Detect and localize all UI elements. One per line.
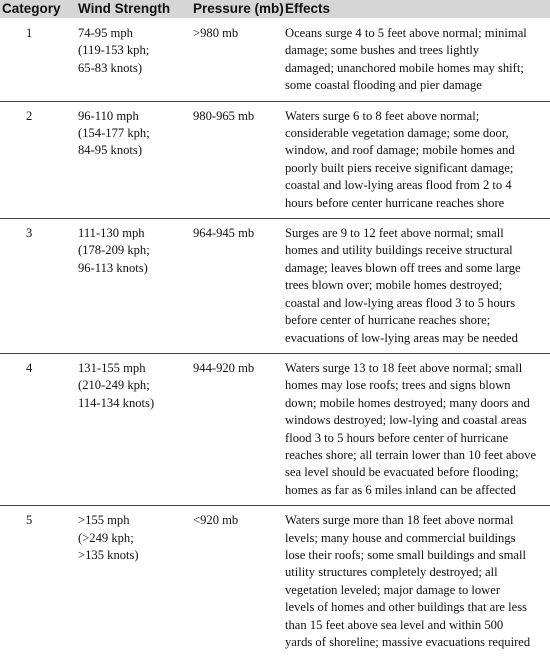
wind-strength-line: (210-249 kph; bbox=[78, 377, 179, 394]
effects-line: Waters surge more than 18 feet above normal bbox=[285, 512, 548, 529]
wind-strength-cell bbox=[76, 101, 181, 218]
effects-cell bbox=[277, 19, 550, 102]
effects-line: yards of shoreline; massive evacuations required bbox=[285, 634, 548, 651]
pressure-cell: >980 mb bbox=[181, 19, 277, 102]
category-cell: 4 bbox=[0, 353, 76, 505]
effects-line: window, and roof damage; mobile homes and bbox=[285, 142, 548, 159]
effects-line: vegetation leveled; major damage to lower bbox=[285, 582, 548, 599]
effects-line: coastal and low-lying areas flood from 2 to 4 bbox=[285, 177, 548, 194]
effects-line: damaged; unanchored mobile homes may shift; bbox=[285, 60, 548, 77]
table-header bbox=[0, 0, 550, 19]
wind-strength-line: (154-177 kph; bbox=[78, 125, 179, 142]
header-category: Category bbox=[0, 0, 76, 19]
effects-line: windows destroyed; low-lying and coastal areas bbox=[285, 412, 548, 429]
table-row bbox=[0, 19, 550, 102]
effects-cell bbox=[277, 353, 550, 505]
effects-line: damage; some bushes and trees lightly bbox=[285, 42, 548, 59]
effects-line: lose their roofs; some small buildings and small bbox=[285, 547, 548, 564]
effects-line: evacuations of low-lying areas may be needed bbox=[285, 330, 548, 347]
pressure-cell: 980-965 mb bbox=[181, 101, 277, 218]
wind-strength-line: >135 knots) bbox=[78, 547, 179, 564]
header-row bbox=[0, 0, 550, 19]
effects-line: levels of homes and other buildings that are less bbox=[285, 599, 548, 616]
category-cell: 5 bbox=[0, 506, 76, 657]
wind-strength-line: 65-83 knots) bbox=[78, 60, 179, 77]
effects-line: poorly built piers receive significant damage; bbox=[285, 160, 548, 177]
effects-line: down; mobile homes destroyed; many doors and bbox=[285, 395, 548, 412]
wind-strength-cell bbox=[76, 219, 181, 354]
effects-line: reaches shore; all terrain lower than 10 feet above bbox=[285, 447, 548, 464]
effects-line: homes as far as 6 miles inland can be affected bbox=[285, 482, 548, 499]
effects-cell bbox=[277, 506, 550, 657]
table-row bbox=[0, 101, 550, 218]
wind-strength-line: 96-110 mph bbox=[78, 108, 179, 125]
effects-line: considerable vegetation damage; some door, bbox=[285, 125, 548, 142]
pressure-cell: 944-920 mb bbox=[181, 353, 277, 505]
effects-cell bbox=[277, 101, 550, 218]
effects-line: homes may lose roofs; trees and signs blown bbox=[285, 377, 548, 394]
wind-strength-line: 74-95 mph bbox=[78, 25, 179, 42]
effects-line: Oceans surge 4 to 5 feet above normal; minimal bbox=[285, 25, 548, 42]
effects-line: homes and utility buildings receive structural bbox=[285, 242, 548, 259]
effects-line: Waters surge 6 to 8 feet above normal; bbox=[285, 108, 548, 125]
header-effects: Effects bbox=[277, 0, 550, 19]
wind-strength-cell bbox=[76, 19, 181, 102]
effects-line: flood 3 to 5 hours before center of hurricane bbox=[285, 430, 548, 447]
wind-strength-line: 111-130 mph bbox=[78, 225, 179, 242]
wind-strength-line: (119-153 kph; bbox=[78, 42, 179, 59]
table-body bbox=[0, 19, 550, 657]
effects-line: utility structures completely destroyed; all bbox=[285, 564, 548, 581]
table-row bbox=[0, 353, 550, 505]
wind-strength-cell bbox=[76, 353, 181, 505]
wind-strength-line: 84-95 knots) bbox=[78, 142, 179, 159]
wind-strength-line: (178-209 kph; bbox=[78, 242, 179, 259]
wind-strength-line: 114-134 knots) bbox=[78, 395, 179, 412]
pressure-cell: <920 mb bbox=[181, 506, 277, 657]
effects-line: sea level should be evacuated before flooding; bbox=[285, 464, 548, 481]
pressure-cell: 964-945 mb bbox=[181, 219, 277, 354]
wind-strength-line: >155 mph bbox=[78, 512, 179, 529]
category-cell: 2 bbox=[0, 101, 76, 218]
effects-line: levels; many house and commercial buildings bbox=[285, 530, 548, 547]
effects-line: some coastal flooding and pier damage bbox=[285, 77, 548, 94]
table-row bbox=[0, 506, 550, 657]
effects-line: Surges are 9 to 12 feet above normal; small bbox=[285, 225, 548, 242]
effects-line: than 15 feet above sea level and within 500 bbox=[285, 617, 548, 634]
category-cell: 3 bbox=[0, 219, 76, 354]
wind-strength-cell bbox=[76, 506, 181, 657]
effects-cell bbox=[277, 219, 550, 354]
effects-line: hours before center hurricane reaches shore bbox=[285, 195, 548, 212]
category-cell: 1 bbox=[0, 19, 76, 102]
wind-strength-line: 131-155 mph bbox=[78, 360, 179, 377]
effects-line: trees blown over; mobile homes destroyed; bbox=[285, 277, 548, 294]
wind-strength-line: (>249 kph; bbox=[78, 530, 179, 547]
table-row bbox=[0, 219, 550, 354]
effects-line: damage; leaves blown off trees and some large bbox=[285, 260, 548, 277]
effects-line: before center of hurricane reaches shore; bbox=[285, 312, 548, 329]
effects-line: Waters surge 13 to 18 feet above normal; small bbox=[285, 360, 548, 377]
header-pressure: Pressure (mb) bbox=[181, 0, 277, 19]
header-wind-strength: Wind Strength bbox=[76, 0, 181, 19]
wind-strength-line: 96-113 knots) bbox=[78, 260, 179, 277]
effects-line: coastal and low-lying areas flood 3 to 5 hours bbox=[285, 295, 548, 312]
